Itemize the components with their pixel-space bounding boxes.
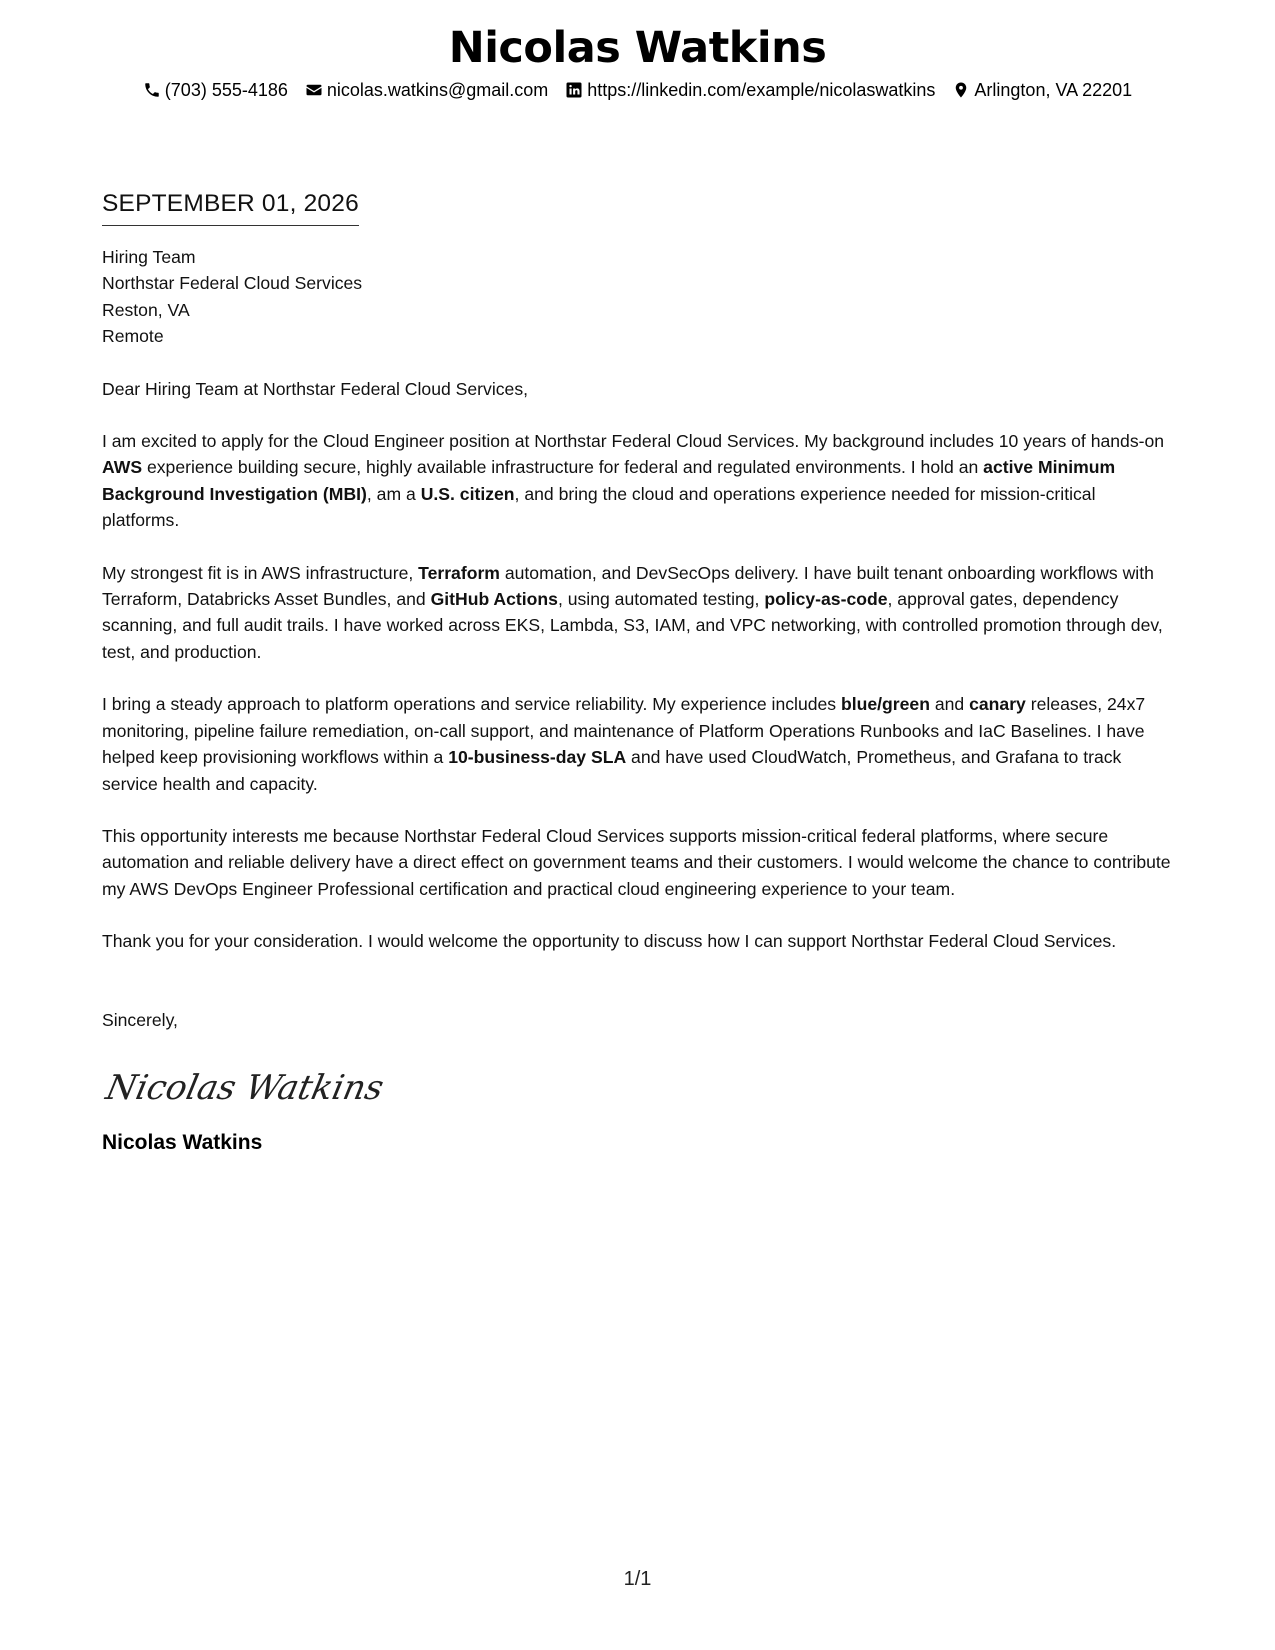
signature-image xyxy=(102,1063,462,1111)
highlight-text: AWS xyxy=(102,457,143,478)
highlight-text: policy-as-code xyxy=(764,589,888,610)
email-address[interactable]: nicolas.watkins@gmail.com xyxy=(326,80,549,100)
recipient-line: Hiring Team xyxy=(102,247,196,267)
envelope-icon xyxy=(305,81,323,99)
closing: Sincerely, xyxy=(102,1009,178,1030)
paragraph-text: automation, and DevSecOps delivery. I have built tenant onboarding workflows with Terraform, Databricks Asset Bundles, and xyxy=(102,562,1154,610)
signature xyxy=(102,1063,1177,1111)
letter-body xyxy=(102,188,1177,1157)
paragraph-text: , am a xyxy=(366,483,421,504)
contact-phone xyxy=(143,78,288,102)
recipient-line: Reston, VA xyxy=(102,299,190,320)
contact-location xyxy=(952,78,1132,102)
highlight-text: GitHub Actions xyxy=(430,589,558,610)
paragraph-intro xyxy=(102,428,1177,534)
paragraph-fit xyxy=(102,560,1177,666)
highlight-text: Terraform xyxy=(418,562,500,583)
signature-script: Nicolas Watkins xyxy=(102,1068,388,1108)
paragraph-text: and xyxy=(929,694,970,715)
paragraph-text: , using automated testing, xyxy=(557,589,765,610)
recipient-line: Remote xyxy=(102,326,164,347)
linkedin-icon xyxy=(565,81,583,99)
linkedin-url[interactable]: https://linkedin.com/example/nicolaswatkins xyxy=(587,80,936,100)
paragraph-text: , approval gates, dependency scanning, and full audit trails. I have worked across EKS, Lambda, S3, IAM, and VPC networking, with controlled promotion through dev, test, and production. xyxy=(102,589,1163,662)
highlight-text: active Minimum Background Investigation (MBI) xyxy=(102,457,1116,504)
letter-header xyxy=(0,22,1275,102)
signed-name: Nicolas Watkins xyxy=(102,1130,263,1154)
location-text: Arlington, VA 22201 xyxy=(974,80,1133,100)
map-pin-icon xyxy=(952,81,970,99)
paragraph-interest: This opportunity interests me because Northstar Federal Cloud Services supports mission-critical federal platforms, where secure automation and reliable delivery have a direct effect on government teams and their customers. I would welcome the chance to contribute my AWS DevOps Engineer Professional certification and practical cloud engineering experience to your team. xyxy=(102,825,1171,899)
contact-row xyxy=(0,78,1275,102)
paragraph-thanks: Thank you for your consideration. I would welcome the opportunity to discuss how I can support Northstar Federal Cloud Services. xyxy=(102,931,1117,952)
paragraph-text: I am excited to apply for the Cloud Engineer position at Northstar Federal Cloud Services. My background includes 10 years of hands-on xyxy=(102,431,1165,452)
paragraph-text: releases, 24x7 monitoring, pipeline failure remediation, on-call support, and maintenance of Platform Operations Runbooks and IaC Baselines. I have helped keep provisioning workflows within a xyxy=(102,694,1146,768)
highlight-text: blue/green xyxy=(841,694,930,715)
paragraph-text: My strongest fit is in AWS infrastructure, xyxy=(102,562,419,583)
letter-date: SEPTEMBER 01, 2026 xyxy=(102,188,359,226)
highlight-text: 10-business-day SLA xyxy=(448,747,627,768)
contact-email xyxy=(305,78,548,102)
page-number: 1/1 xyxy=(623,1568,652,1590)
paragraph-operations xyxy=(102,691,1177,797)
highlight-text: U.S. citizen xyxy=(420,483,515,504)
paragraph-text: experience building secure, highly available infrastructure for federal and regulated environments. I hold an xyxy=(142,457,984,478)
sender-name: Nicolas Watkins xyxy=(448,23,827,73)
phone-number: (703) 555-4186 xyxy=(164,80,288,100)
paragraph-text: , and bring the cloud and operations experience needed for mission-critical platforms. xyxy=(102,483,1096,531)
phone-icon xyxy=(143,81,161,99)
paragraph-text: I bring a steady approach to platform operations and service reliability. My experience includes xyxy=(102,694,841,715)
recipient-block xyxy=(102,244,1177,350)
contact-linkedin xyxy=(565,78,935,102)
recipient-line: Northstar Federal Cloud Services xyxy=(102,273,363,294)
paragraph-text: and have used CloudWatch, Prometheus, and Grafana to track service health and capacity. xyxy=(102,747,1122,794)
salutation: Dear Hiring Team at Northstar Federal Cloud Services, xyxy=(102,378,529,399)
highlight-text: canary xyxy=(969,694,1026,715)
